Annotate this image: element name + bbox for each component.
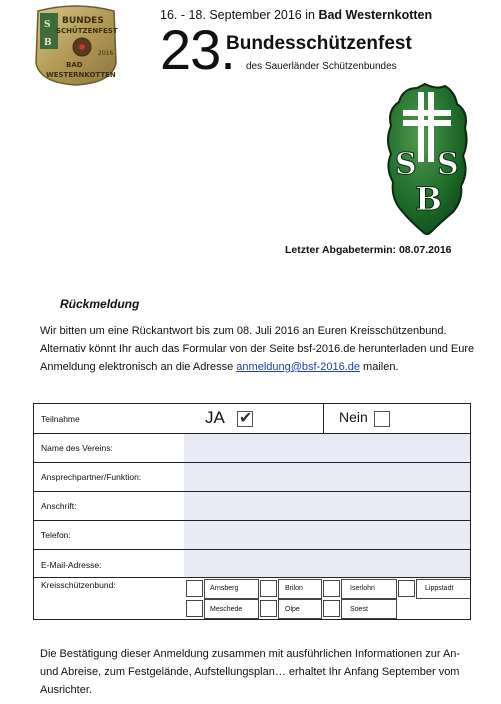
edition-number: 23. [160,18,235,81]
ansprechpartner-field[interactable] [184,463,470,491]
option-label-meschede: Meschede [210,606,243,613]
checkbox-iserlohn[interactable] [323,580,340,597]
telefon-field[interactable] [184,521,470,549]
submission-deadline: Letzter Abgabetermin: 08.07.2016 [285,244,452,256]
option-label-lippstadt: Lippstadt [425,585,454,592]
anschrift-label: Anschrift: [41,501,77,511]
checkbox-soest[interactable] [323,600,340,617]
anschrift-field[interactable] [184,492,470,520]
row-email [34,550,470,577]
nein-label: Nein [339,409,368,425]
logo-letter-b: B [44,38,52,48]
option-label-arnsberg: Arnsberg [210,585,239,592]
checkbox-brilon[interactable] [260,580,277,597]
emblem-letter-s1: S [395,147,417,182]
ja-label: JA [205,408,225,427]
event-subtitle: des Sauerländer Schützenbundes [246,61,397,72]
logo-letter-s1: S [44,20,51,30]
logo-text-bottom1: BAD [66,61,83,69]
row-vereinsname [34,434,470,462]
row-ansprechpartner [34,463,470,491]
option-label-iserlohn: Iserlohn [350,585,375,592]
checkbox-olpe[interactable] [260,600,277,617]
option-cell-meschede [204,599,259,619]
option-label-soest: Soest [350,606,368,613]
emblem-letter-s2: S [437,147,459,182]
event-place: Bad Westernkotten [318,8,433,22]
emblem-letter-b: B [415,180,443,218]
intro-text-end: mailen. [360,361,399,373]
event-logo [32,3,120,87]
option-cell-arnsberg [204,579,259,599]
event-title: Bundesschützenfest [226,33,412,54]
row-teilnahme [34,404,470,433]
row-anschrift [34,492,470,520]
logo-text-middle: SCHÜTZENFEST [56,27,118,35]
option-cell-brilon [278,579,322,599]
option-label-olpe: Olpe [285,606,300,613]
intro-text: Wir bitten um eine Rückantwort bis zum 08. Juli 2016 an Euren Kreisschützenbund. Alternativ könnt Ihr auch das Formular von der Seite bsf-2016.de herunterladen und Eure Anmeldung elektronisch an die Adresse [40,325,475,373]
logo-year: 2016 [98,50,114,57]
vereinsname-field[interactable] [184,434,470,462]
section-title: Rückmeldung [60,297,140,311]
email-label: E-Mail-Adresse: [41,560,102,570]
row-kreisschuetzenbund [34,578,470,619]
checkmark-icon: ✔ [239,410,253,427]
kreisschuetzenbund-label: Kreisschützenbund: [41,580,116,590]
divider [323,404,324,433]
email-link[interactable]: anmeldung@bsf-2016.de [236,361,360,373]
option-label-brilon: Brilon [285,585,303,592]
option-cell-olpe [278,599,322,619]
teilnahme-label: Teilnahme [41,414,80,424]
ja-checkbox[interactable] [237,411,253,427]
checkbox-meschede[interactable] [186,600,203,617]
logo-text-bottom2: WESTERNKOTTEN [46,71,116,79]
checkbox-arnsberg[interactable] [186,580,203,597]
telefon-label: Telefon: [41,530,71,540]
event-date: 16. - 18. September 2016 in [160,8,315,22]
registration-form [33,403,471,620]
email-field[interactable] [184,550,470,577]
ansprechpartner-label: Ansprechpartner/Funktion: [41,472,142,482]
vereinsname-label: Name des Vereins: [41,443,113,453]
intro-paragraph [40,322,480,376]
row-telefon [34,521,470,549]
option-cell-lippstadt [416,579,470,599]
checkbox-lippstadt[interactable] [398,580,415,597]
option-cell-iserlohn [341,579,397,599]
nein-checkbox[interactable] [374,411,390,427]
ssb-emblem [385,82,469,236]
option-cell-soest [341,599,397,619]
logo-text-top: BUNDES [62,16,104,26]
footer-paragraph: Die Bestätigung dieser Anmeldung zusammen mit ausführlichen Informationen zur An- und Abreise, zum Festgelände, Aufstellungsplan… erhaltet Ihr Anfang September vom Ausrichter. [40,648,461,696]
